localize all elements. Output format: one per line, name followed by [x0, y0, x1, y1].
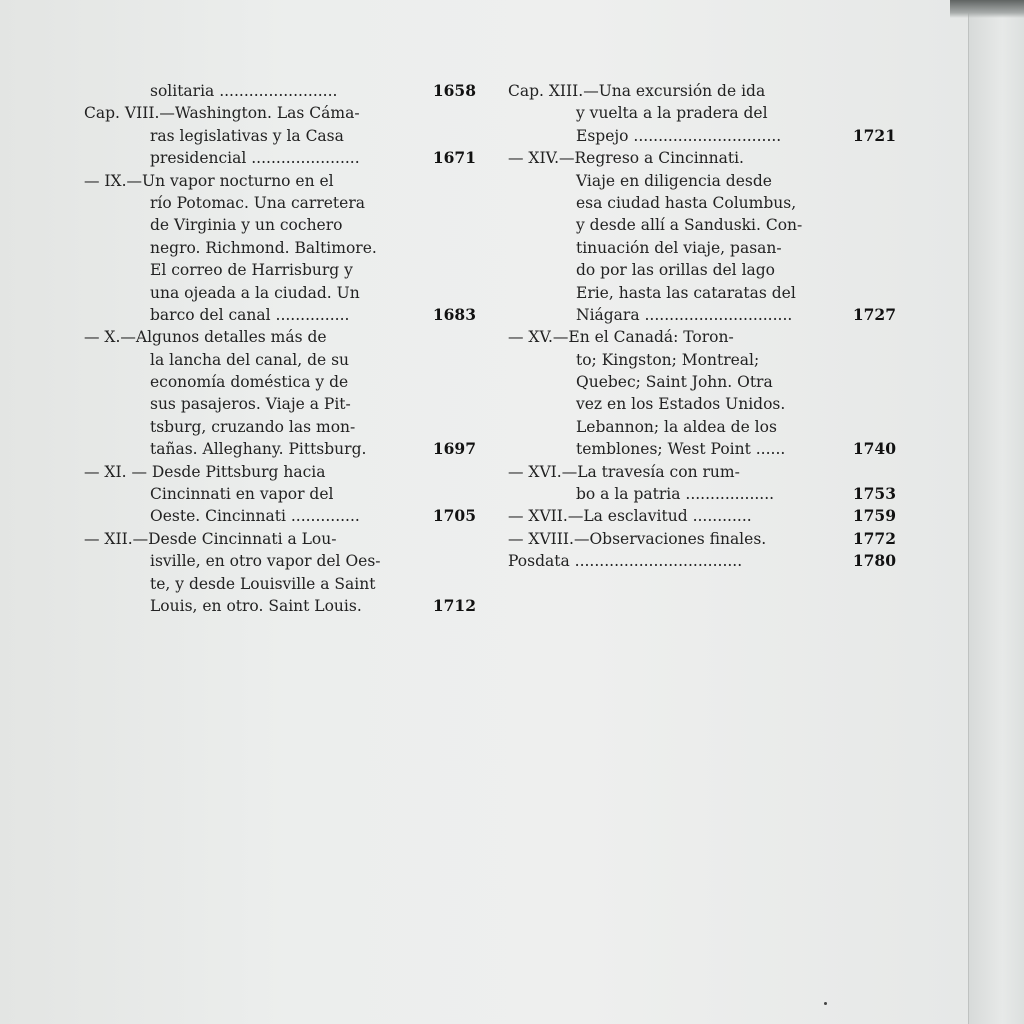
toc-entry-text: Viaje en diligencia desde — [576, 171, 772, 190]
toc-entry-text: Cincinnati en vapor del — [150, 485, 334, 504]
toc-entry-text: y desde allí a Sanduski. Con- — [576, 216, 803, 235]
toc-page-number: 1759 — [852, 506, 896, 526]
toc-entry-line — [508, 505, 896, 527]
toc-entry-text: presidencial ...................... — [150, 149, 360, 168]
toc-entry-line — [84, 393, 476, 415]
toc-page-number: 1727 — [852, 304, 896, 324]
toc-entry-text: Quebec; Saint John. Otra — [576, 373, 773, 392]
toc-entry-line — [84, 416, 476, 438]
toc-entry-line — [508, 192, 896, 214]
toc-entry-text: la lancha del canal, de su — [150, 350, 350, 369]
toc-entry-text: solitaria ........................ — [150, 82, 338, 100]
toc-entry-line — [84, 595, 476, 617]
toc-entry-line — [508, 147, 896, 169]
toc-entry-line — [84, 237, 476, 259]
next-page-edge — [968, 0, 1024, 1024]
toc-entry-text: Erie, hasta las cataratas del — [576, 283, 796, 302]
toc-entry-line — [508, 326, 896, 348]
toc-entry-text: — XVI.—La travesía con rum- — [508, 462, 740, 481]
toc-page-number: 1772 — [852, 528, 896, 548]
toc-entry-text: ras legislativas y la Casa — [150, 126, 344, 145]
toc-page-number: 1712 — [432, 595, 476, 615]
toc-page-number: 1697 — [432, 439, 476, 459]
toc-entry-text: to; Kingston; Montreal; — [576, 350, 760, 369]
toc-entry-line — [508, 304, 896, 326]
toc-entry-text: bo a la patria .................. — [576, 485, 775, 504]
toc-entry-line — [508, 237, 896, 259]
toc-entry-line — [84, 304, 476, 326]
toc-entry-line — [84, 102, 476, 124]
toc-entry-line — [84, 192, 476, 214]
toc-page-number: 1740 — [852, 439, 896, 459]
toc-entry-line — [508, 349, 896, 371]
toc-entry-line — [84, 550, 476, 572]
toc-entry-line — [508, 528, 896, 550]
toc-entry-text: Lebannon; la aldea de los — [576, 417, 777, 436]
toc-entry-line — [84, 259, 476, 281]
toc-entry-line — [508, 461, 896, 483]
toc-entry-line — [508, 438, 896, 460]
toc-page-number: 1658 — [432, 81, 476, 100]
toc-entry-line — [508, 483, 896, 505]
toc-entry-text: Espejo .............................. — [576, 126, 782, 145]
toc-entry-text: barco del canal ............... — [150, 305, 350, 324]
toc-entry-text: — XI. — Desde Pittsburg hacia — [84, 462, 326, 481]
toc-entry-text: Cap. VIII.—Washington. Las Cáma- — [84, 104, 360, 123]
toc-entry-line — [508, 282, 896, 304]
toc-entry-text: esa ciudad hasta Columbus, — [576, 193, 797, 212]
toc-entry-text: Oeste. Cincinnati .............. — [150, 507, 360, 526]
toc-page-number: 1721 — [852, 125, 896, 145]
toc-entry-text: tañas. Alleghany. Pittsburg. — [150, 440, 367, 459]
toc-entry-line — [508, 371, 896, 393]
toc-entry-line — [84, 573, 476, 595]
toc-right-column — [508, 80, 896, 573]
toc-entry-text: negro. Richmond. Baltimore. — [150, 238, 377, 257]
toc-entry-text: río Potomac. Una carretera — [150, 193, 365, 212]
toc-entry-text: tinuación del viaje, pasan- — [576, 238, 782, 257]
toc-entry-line — [84, 528, 476, 550]
toc-entry-line — [508, 550, 896, 572]
toc-entry-text: — XVIII.—Observaciones finales. — [508, 529, 767, 548]
toc-entry-text: El correo de Harrisburg y — [150, 261, 353, 280]
corner-shadow — [950, 0, 1024, 18]
toc-entry-text: Niágara .............................. — [576, 305, 793, 324]
toc-entry-line — [84, 371, 476, 393]
toc-entry-line — [84, 461, 476, 483]
toc-page-number: 1705 — [432, 506, 476, 526]
toc-entry-line — [84, 349, 476, 371]
toc-entry-text: — IX.—Un vapor nocturno en el — [84, 171, 334, 190]
toc-entry-text: — XIV.—Regreso a Cincinnati. — [508, 149, 744, 168]
toc-entry-line — [508, 125, 896, 147]
toc-entry-text: isville, en otro vapor del Oes- — [150, 552, 381, 571]
toc-entry-text: temblones; West Point ...... — [576, 440, 786, 459]
toc-entry-line — [508, 214, 896, 236]
toc-entry-line — [84, 282, 476, 304]
toc-entry-line — [84, 147, 476, 169]
toc-entry-line — [508, 393, 896, 415]
toc-entry-text: sus pasajeros. Viaje a Pit- — [150, 395, 351, 414]
toc-entry-line — [508, 170, 896, 192]
toc-entry-line — [508, 80, 896, 102]
toc-entry-line — [84, 505, 476, 527]
toc-page-number: 1683 — [432, 304, 476, 324]
toc-entry-text: de Virginia y un cochero — [150, 216, 343, 235]
toc-entry-line — [84, 170, 476, 192]
toc-entry-text: Posdata .................................. — [508, 552, 743, 571]
toc-entry-text: economía doméstica y de — [150, 373, 349, 392]
toc-entry-line — [84, 326, 476, 348]
page-speck — [824, 1002, 827, 1005]
toc-entry-line — [84, 80, 476, 102]
toc-entry-line — [84, 483, 476, 505]
toc-left-column — [84, 80, 476, 617]
toc-entry-text: — XVII.—La esclavitud ............ — [508, 507, 752, 526]
toc-entry-line — [84, 438, 476, 460]
toc-entry-text: — XII.—Desde Cincinnati a Lou- — [84, 529, 337, 548]
toc-entry-text: te, y desde Louisville a Saint — [150, 574, 376, 593]
toc-entry-line — [84, 214, 476, 236]
toc-entry-text: Cap. XIII.—Una excursión de ida — [508, 82, 766, 100]
toc-page-number: 1780 — [852, 551, 896, 571]
toc-entry-line — [84, 125, 476, 147]
toc-entry-text: y vuelta a la pradera del — [576, 104, 768, 123]
toc-entry-text: — XV.—En el Canadá: Toron- — [508, 328, 734, 347]
toc-page-number: 1753 — [852, 484, 896, 504]
toc-entry-text: vez en los Estados Unidos. — [576, 395, 786, 414]
toc-entry-text: Louis, en otro. Saint Louis. — [150, 596, 362, 615]
toc-entry-text: tsburg, cruzando las mon- — [150, 417, 356, 436]
toc-entry-line — [508, 416, 896, 438]
toc-entry-text: — X.—Algunos detalles más de — [84, 328, 327, 347]
toc-entry-line — [508, 259, 896, 281]
toc-entry-text: do por las orillas del lago — [576, 261, 776, 280]
toc-entry-line — [508, 102, 896, 124]
toc-page-number: 1671 — [432, 148, 476, 168]
toc-entry-text: una ojeada a la ciudad. Un — [150, 283, 360, 302]
